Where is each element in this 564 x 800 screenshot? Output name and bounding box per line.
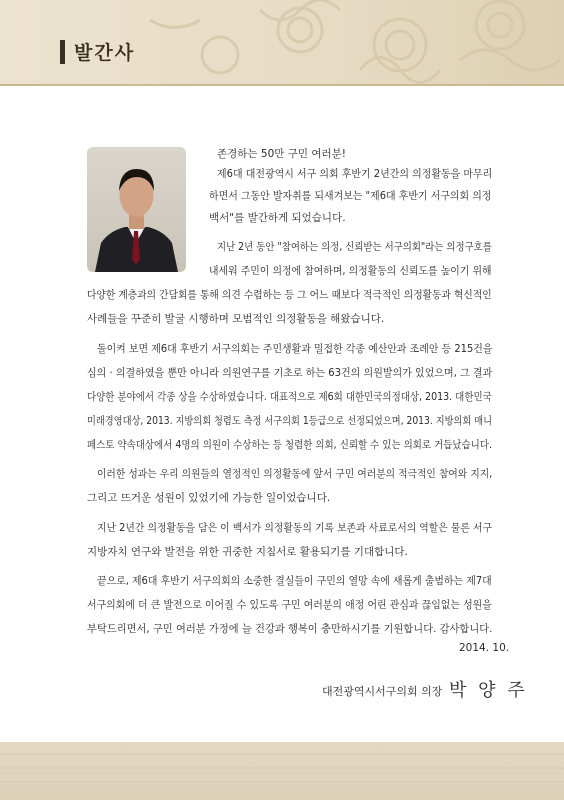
text-line: 심의 · 의결하였을 뿐만 아니라 의원연구를 기초로 하는 63건의 의원발의가 있었으며, 그 결과 [87,367,493,379]
signature-name: 박 양 주 [449,680,528,701]
text-line: 돌이켜 보면 제6대 후반기 서구의회는 주민생활과 밀접한 각종 예산안과 조례안 등 215건을 [97,343,493,355]
text-line: 하면서 그동안 발자취를 되새겨보는 "제6대 후반기 서구의회 의정 [209,190,492,202]
text-line: 부탁드리면서, 구민 여러분 가정에 늘 건강과 행복이 충만하시기를 기원합니다. 감사합니다. [87,623,493,635]
chairman-portrait [87,147,186,272]
portrait-figure-icon [87,147,186,272]
footer-pattern [0,742,564,800]
text-line: 서구의회에 더 큰 발전으로 이어질 수 있도록 구민 여러분의 애정 어린 관심과 끊임없는 성원을 [87,599,492,611]
signature-organization: 대전광역시서구의회 의장 [322,685,443,698]
text-line: 이러한 성과는 우리 의원들의 열정적인 의정활동에 앞서 구민 여러분의 적극적인 참여와 지지, [97,468,493,480]
text-line: 지방자치 연구와 발전을 위한 귀중한 지침서로 활용되기를 기대합니다. [87,546,408,558]
text-line: 제6대 대전광역시 서구 의회 후반기 2년간의 의정활동을 마무리 [217,168,493,180]
text-line: 페스토 약속대상에서 4명의 의원이 수상하는 등 청렴한 의회, 신뢰할 수 있는 의회로 거듭났습니다. [87,439,492,451]
text-line: 백서"를 발간하게 되었습니다. [209,212,346,224]
text-line: 지난 2년간 의정활동을 담은 이 백서가 의정활동의 기록 보존과 사료로서의 역할은 물론 서구 [97,522,493,534]
text-line: 미래경영대상, 2013. 지방의회 청렴도 측정 서구의회 1등급으로 선정되었으며, 2013. 지방의회 매니 [87,415,493,427]
page-title: 발간사 [74,42,136,64]
text-line: 그리고 뜨거운 성원이 있었기에 가능한 일이었습니다. [87,492,331,504]
text-line: 끝으로, 제6대 후반기 서구의회의 소중한 결실들이 구민의 열망 속에 새롭게 출범하는 제7대 [97,575,492,587]
text-line: 내세워 주민이 의정에 참여하며, 의정활동의 신뢰도를 높이기 위해 [209,265,492,277]
issue-date: 2014. 10. [459,642,510,654]
text-line: 사례들을 꾸준히 발굴 시행하며 모범적인 의정활동을 해왔습니다. [87,313,385,325]
header-divider [0,84,564,86]
header-accent-bar [60,40,65,64]
text-line: 다양한 계층과의 간담회를 통해 의견 수렴하는 등 그 어느 때보다 적극적인 의정활동과 혁신적인 [87,289,492,301]
text-line: 존경하는 50만 구민 여러분! [217,148,347,160]
text-line: 지난 2년 동안 "참여하는 의정, 신뢰받는 서구의회"라는 의정구호를 [217,241,492,253]
text-line: 다양한 분야에서 각종 상을 수상하였습니다. 대표적으로 제6회 대한민국의정대상, 2013. 대한민국 [87,391,492,403]
header-banner [0,0,564,84]
footer-band [0,742,564,800]
